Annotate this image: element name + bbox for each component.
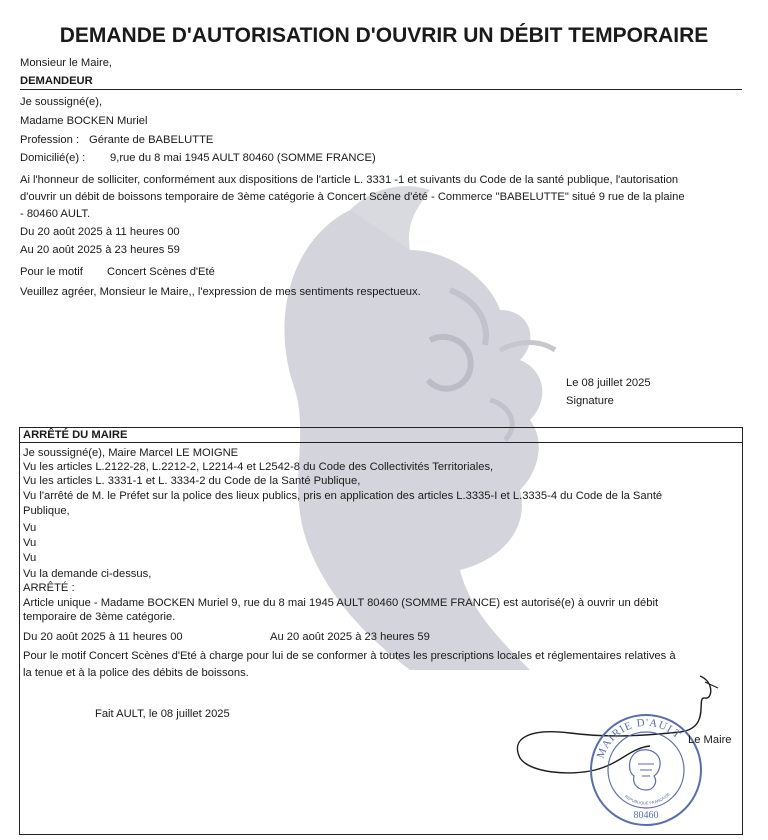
decree-line: Vu la demande ci-dessus, (23, 568, 152, 580)
applicant-heading: DEMANDEUR (20, 75, 93, 87)
signatory-label: Le Maire (688, 734, 732, 746)
decree-line: Vu (23, 552, 37, 564)
applicant-date-to: Au 20 août 2025 à 23 heures 59 (20, 244, 180, 256)
decree-line: temporaire de 3ème catégorie. (23, 611, 176, 623)
signature-label: Signature (566, 395, 614, 407)
decree-line: ARRÊTÉ : (23, 582, 75, 594)
stamp-small-text: RÉPUBLIQUE FRANÇAISE (623, 791, 671, 806)
applicant-intro: Je soussigné(e), (20, 96, 103, 108)
applicant-rule (20, 89, 742, 90)
signed-date: Le 08 juillet 2025 (566, 377, 651, 389)
profession-label: Profession : (20, 134, 80, 146)
decree-line: Vu (23, 537, 37, 549)
stamp-top-text: MAIRIE D'AULT (594, 716, 684, 761)
decree-heading: ARRÊTÉ DU MAIRE (23, 429, 128, 441)
decree-line: Article unique - Madame BOCKEN Muriel 9, rue du 8 mai 1945 AULT 80460 (SOMME FRANCE) est autorisé(e) à ouvrir un débit (23, 597, 659, 609)
svg-text:MAIRIE D'AULT (595, 717, 684, 760)
mairie-stamp (588, 712, 704, 828)
decree-motive-line-1: Pour le motif Concert Scènes d'Eté à charge pour lui de se conformer à toutes les prescriptions locales et réglementaires relatives à (23, 650, 676, 662)
decree-date-from: Du 20 août 2025 à 11 heures 00 (23, 631, 183, 643)
decree-line: Publique, (23, 505, 70, 517)
decree-line: Vu les articles L.2122-28, L.2212-2, L2214-4 et L2542-8 du Code des Collectivités Territoriales, (23, 461, 494, 473)
profession-value: Gérante de BABELUTTE (89, 134, 214, 146)
closing-formula: Veuillez agréer, Monsieur le Maire,, l'expression de mes sentiments respectueux. (20, 286, 421, 298)
motive-value: Concert Scènes d'Eté (107, 266, 215, 278)
decree-line: Vu les articles L. 3331-1 et L. 3334-2 du Code de la Santé Publique, (23, 475, 361, 487)
domicile-value: 9,rue du 8 mai 1945 AULT 80460 (SOMME FRANCE) (110, 152, 376, 164)
decree-line: Je soussigné(e), Maire Marcel LE MOIGNE (23, 447, 239, 459)
applicant-date-from: Du 20 août 2025 à 11 heures 00 (20, 226, 180, 238)
request-line-1: Ai l'honneur de solliciter, conformément aux dispositions de l'article L. 3331 -1 et suivants du Code de la santé publique, l'autorisation (20, 174, 679, 186)
document-title: DEMANDE D'AUTORISATION D'OUVRIR UN DÉBIT TEMPORAIRE (59, 24, 709, 47)
motive-label: Pour le motif (20, 266, 83, 278)
decree-rule (20, 442, 742, 443)
request-line-2: d'ouvrir un débit de boissons temporaire de 3ème catégorie à Concert Scène d'été - Commerce "BABELUTTE" situé 9 rue de la plaine (20, 191, 685, 203)
decree-date-to: Au 20 août 2025 à 23 heures 59 (270, 631, 430, 643)
decree-line: Vu (23, 522, 37, 534)
stamp-bottom-text: 80460 (633, 810, 659, 821)
salutation: Monsieur le Maire, (20, 57, 113, 69)
decree-line: Vu l'arrêté de M. le Préfet sur la police des lieux publics, pris en application des articles L.3335-I et L.3335-4 du Code de la Santé (23, 490, 663, 502)
made-at: Fait AULT, le 08 juillet 2025 (95, 708, 230, 720)
decree-motive-line-2: la tenue et à la police des débits de boissons. (23, 667, 249, 679)
applicant-name: Madame BOCKEN Muriel (20, 115, 148, 127)
domicile-label: Domicilié(e) : (20, 152, 86, 164)
request-line-3: - 80460 AULT. (20, 208, 91, 220)
